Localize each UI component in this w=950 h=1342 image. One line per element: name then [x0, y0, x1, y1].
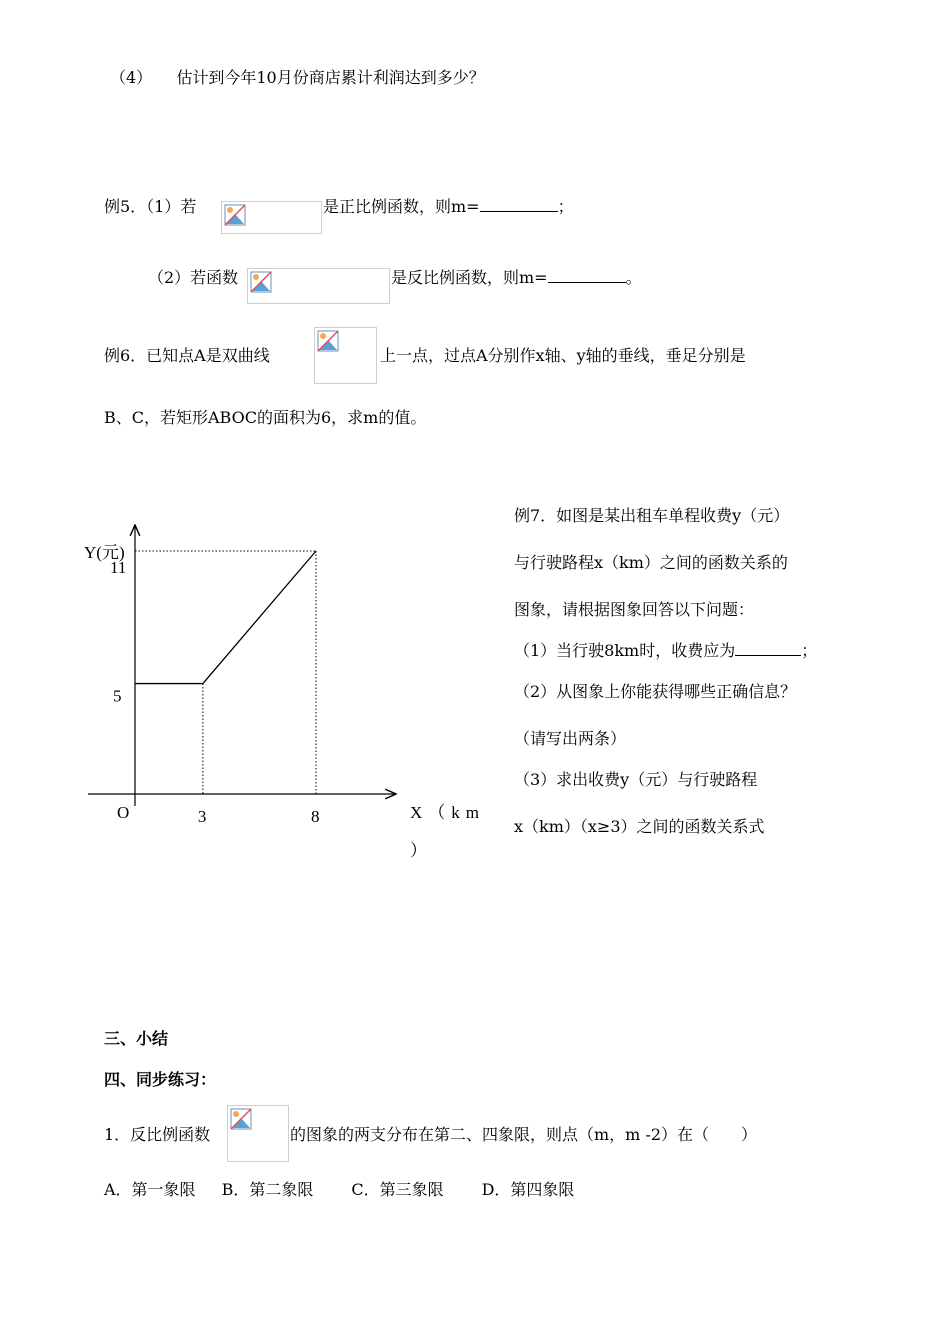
y-tick-label: 5: [113, 686, 122, 706]
ex7-l6: （请写出两条）: [514, 729, 627, 748]
q4-number: （4）: [110, 68, 153, 87]
q4-text: 估计到今年10月份商店累计利润达到多少？: [176, 68, 485, 87]
broken-image-icon: [230, 1108, 252, 1130]
ex5-p2-before: （2）若函数: [148, 268, 239, 287]
broken-image-icon: [250, 271, 272, 293]
fare-series-line: [135, 551, 316, 684]
option-a[interactable]: A．第一象限: [104, 1180, 196, 1199]
formula-image-placeholder: [221, 201, 322, 234]
ex7-l1: 例7．如图是某出租车单程收费y（元）: [514, 506, 790, 525]
section-practice-heading: 四、同步练习：: [104, 1070, 217, 1089]
broken-image-icon: [224, 204, 246, 226]
answer-blank[interactable]: [735, 641, 801, 656]
ex5-p1-after: 是正比例函数，则m= ；: [323, 197, 574, 216]
formula-image-placeholder: [314, 327, 377, 384]
ex7-l8: x（km）（x≥3）之间的函数关系式: [514, 817, 765, 836]
ex7-l4: （1）当行驶8km时，收费应为 ；: [514, 641, 818, 660]
x-tick-label: 8: [311, 807, 320, 826]
section-summary-heading: 三、小结: [104, 1029, 169, 1048]
ex6-line1-after: 上一点，过点A分别作x轴、y轴的垂线，垂足分别是: [380, 346, 746, 365]
options-row: [104, 1180, 574, 1200]
fare-chart: [0, 510, 485, 870]
answer-blank[interactable]: [480, 197, 558, 212]
option-d[interactable]: D．第四象限: [481, 1180, 575, 1199]
ex7-l2: 与行驶路程x（km）之间的函数关系的: [514, 553, 788, 572]
broken-image-icon: [317, 330, 339, 352]
p1-after: 的图象的两支分布在第二、四象限，则点（m，m -2）在（ ）: [290, 1125, 758, 1144]
ex7-l5: （2）从图象上你能获得哪些正确信息？: [514, 682, 797, 701]
x-axis-label-cont: ）: [410, 841, 427, 860]
x-axis-label: X（km: [410, 803, 485, 822]
option-c[interactable]: C．第三象限: [351, 1180, 444, 1199]
ex7-l7: （3）求出收费y（元）与行驶路程: [514, 770, 758, 789]
ex5-p1-before: 例5．（1）若: [104, 197, 197, 216]
formula-image-placeholder: [227, 1105, 289, 1162]
x-tick-label: 3: [197, 807, 207, 826]
p1-before: 1．反比例函数: [104, 1125, 211, 1144]
ex5-p2-after: 是反比例函数，则m= 。: [391, 268, 642, 287]
y-axis-label: Y(元): [84, 543, 125, 562]
ex6-line2: B、C，若矩形ABOC的面积为6，求m的值。: [104, 408, 427, 427]
answer-blank[interactable]: [548, 268, 626, 283]
option-b[interactable]: B．第二象限: [221, 1180, 314, 1199]
origin-label: O: [117, 803, 130, 822]
formula-image-placeholder: [247, 268, 390, 304]
y-tick-label: 11: [110, 558, 127, 577]
ex7-l3: 图象，请根据图象回答以下问题：: [514, 600, 755, 619]
q4-line: [110, 68, 485, 88]
ex6-line1-before: 例6．已知点A是双曲线: [104, 346, 270, 365]
